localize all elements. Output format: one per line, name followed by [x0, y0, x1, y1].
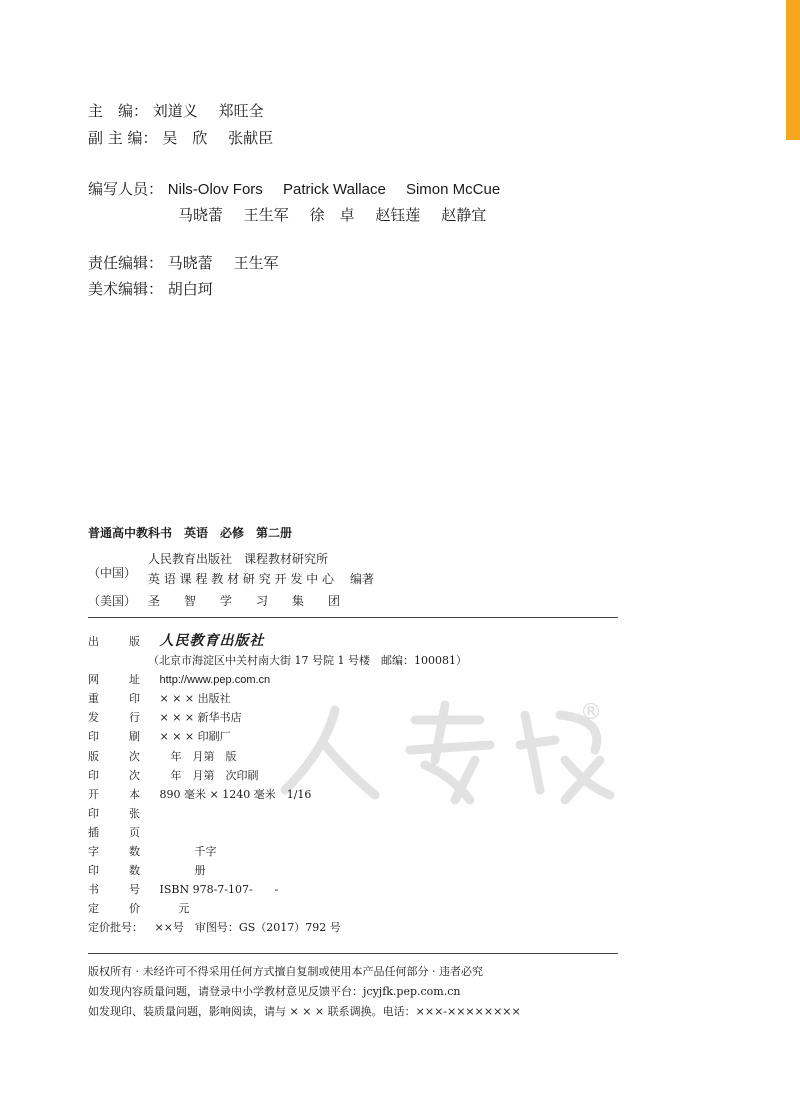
imprint-row: [88, 766, 608, 785]
responsible-editor-line: [88, 252, 295, 273]
imprint-row: [88, 823, 608, 842]
imprint-row: [88, 918, 608, 937]
usa-label: （美国）: [88, 594, 137, 608]
responsible-editor-names: [168, 254, 295, 272]
writer-name: 徐 卓: [309, 206, 355, 224]
reprint-label: 重 印: [88, 692, 140, 706]
editor-name: 郑旺全: [218, 102, 264, 120]
distribute-value: × × × 新华书店: [159, 711, 242, 725]
writer-name: Patrick Wallace: [282, 181, 386, 198]
imprint-table: [88, 632, 608, 938]
words-value: 千字: [183, 845, 217, 859]
writer-name: 赵钰莲: [375, 206, 421, 224]
approval-value: ××号 审图号：GS（2017）792 号: [154, 921, 341, 935]
isbn-value: ISBN 978-7-107- -: [159, 883, 279, 897]
deputy-editor-names: [162, 129, 289, 147]
imprint-row: [88, 727, 608, 746]
chief-editor-label: 主 编：: [88, 102, 149, 120]
editor-name: 吴 欣: [162, 129, 208, 147]
price-label: 定 价: [88, 902, 140, 916]
writers-label: 编写人员：: [88, 180, 164, 198]
imprint-row: [88, 899, 608, 918]
editor-name: 张献臣: [228, 129, 274, 147]
art-editor-name: 胡白珂: [167, 280, 213, 298]
print-label: 印 刷: [88, 730, 140, 744]
imprint-row: [88, 747, 608, 766]
chief-editor-line: [88, 100, 280, 121]
writers-cn-line: [178, 204, 502, 225]
org-line-1: 人民教育出版社 课程教材研究所: [148, 552, 329, 566]
writers-line: [88, 178, 516, 199]
compiled-label: 编著: [350, 572, 375, 586]
reprint-value: × × × 出版社: [159, 692, 231, 706]
divider-top: [88, 617, 618, 618]
writer-name: Simon McCue: [405, 181, 501, 198]
edge-accent-bar: [786, 0, 800, 140]
editor-name: 马晓蕾: [167, 254, 213, 272]
imprint-row: [88, 861, 608, 880]
imprint-row: [88, 842, 608, 861]
distribute-label: 发 行: [88, 711, 140, 725]
edition-label: 版 次: [88, 749, 140, 763]
price-value: 元: [167, 902, 190, 916]
isbn-label: 书 号: [88, 883, 140, 897]
notice-line: 如发现内容质量问题，请登录中小学教材意见反馈平台：jcyjfk.pep.com.cn: [88, 985, 461, 998]
divider-bottom: [88, 953, 618, 954]
print-value: × × × 印刷厂: [159, 730, 231, 744]
format-value: 890 毫米 × 1240 毫米 1/16: [159, 787, 312, 801]
writer-name: Nils-Olov Fors: [167, 181, 263, 198]
responsible-editor-label: 责任编辑：: [88, 254, 164, 272]
website-value: http://www.pep.com.cn: [159, 674, 271, 687]
writers-latin-names: [168, 181, 516, 198]
art-editor-line: [88, 278, 213, 299]
art-editor-label: 美术编辑：: [88, 280, 164, 298]
website-label: 网 址: [88, 673, 140, 687]
imprint-row: [88, 880, 608, 899]
authors-organizations: [88, 550, 648, 610]
imprint-row: [88, 670, 608, 689]
writer-name: 王生军: [243, 206, 289, 224]
writer-name: 马晓蕾: [178, 206, 224, 224]
deputy-editor-line: [88, 127, 289, 148]
imprint-row: [88, 785, 608, 804]
writer-name: 赵静宜: [441, 206, 487, 224]
registered-mark: ®: [580, 700, 602, 725]
publisher-label: 出 版: [88, 635, 140, 648]
imprint-row: [88, 708, 608, 727]
chief-editor-names: [153, 102, 280, 120]
imprint-row: [88, 804, 608, 823]
deputy-editor-label: 副 主 编：: [88, 129, 158, 147]
copies-value: 册: [183, 864, 206, 878]
impression-label: 印 次: [88, 768, 140, 782]
publisher-address: （北京市海淀区中关村南大街 17 号院 1 号楼 邮编：100081）: [148, 654, 467, 668]
book-title: [88, 524, 292, 541]
editor-name: 刘道义: [152, 102, 198, 120]
approval-label: 定价批号：: [88, 921, 143, 935]
org-line-3: 圣 智 学 习 集 团: [148, 594, 341, 608]
plates-label: 插 页: [88, 825, 140, 839]
imprint-row: [88, 651, 608, 670]
imprint-row: [88, 632, 608, 651]
edition-value: 年 月第 版: [159, 749, 237, 763]
sheets-label: 印 张: [88, 806, 140, 820]
copyright-notice: [88, 962, 521, 1022]
writers-cn-names: [178, 206, 502, 224]
format-label: 开 本: [88, 787, 140, 801]
china-label: （中国）: [88, 566, 137, 580]
imprint-row: [88, 689, 608, 708]
publisher-name: 人民教育出版社: [159, 633, 265, 649]
impression-value: 年 月第 次印刷: [159, 768, 259, 782]
words-label: 字 数: [88, 845, 140, 859]
book-title-text: 普通高中教科书 英语 必修 第二册: [88, 526, 293, 540]
notice-line: 版权所有 · 未经许可不得采用任何方式擅自复制或使用本产品任何部分 · 违者必究: [88, 965, 483, 978]
editor-name: 王生军: [233, 254, 279, 272]
org-line-2: 英 语 课 程 教 材 研 究 开 发 中 心: [148, 572, 334, 586]
notice-line: 如发现印、装质量问题，影响阅读，请与 × × × 联系调换。电话：×××-××××××××: [88, 1005, 521, 1018]
copies-label: 印 数: [88, 864, 140, 878]
